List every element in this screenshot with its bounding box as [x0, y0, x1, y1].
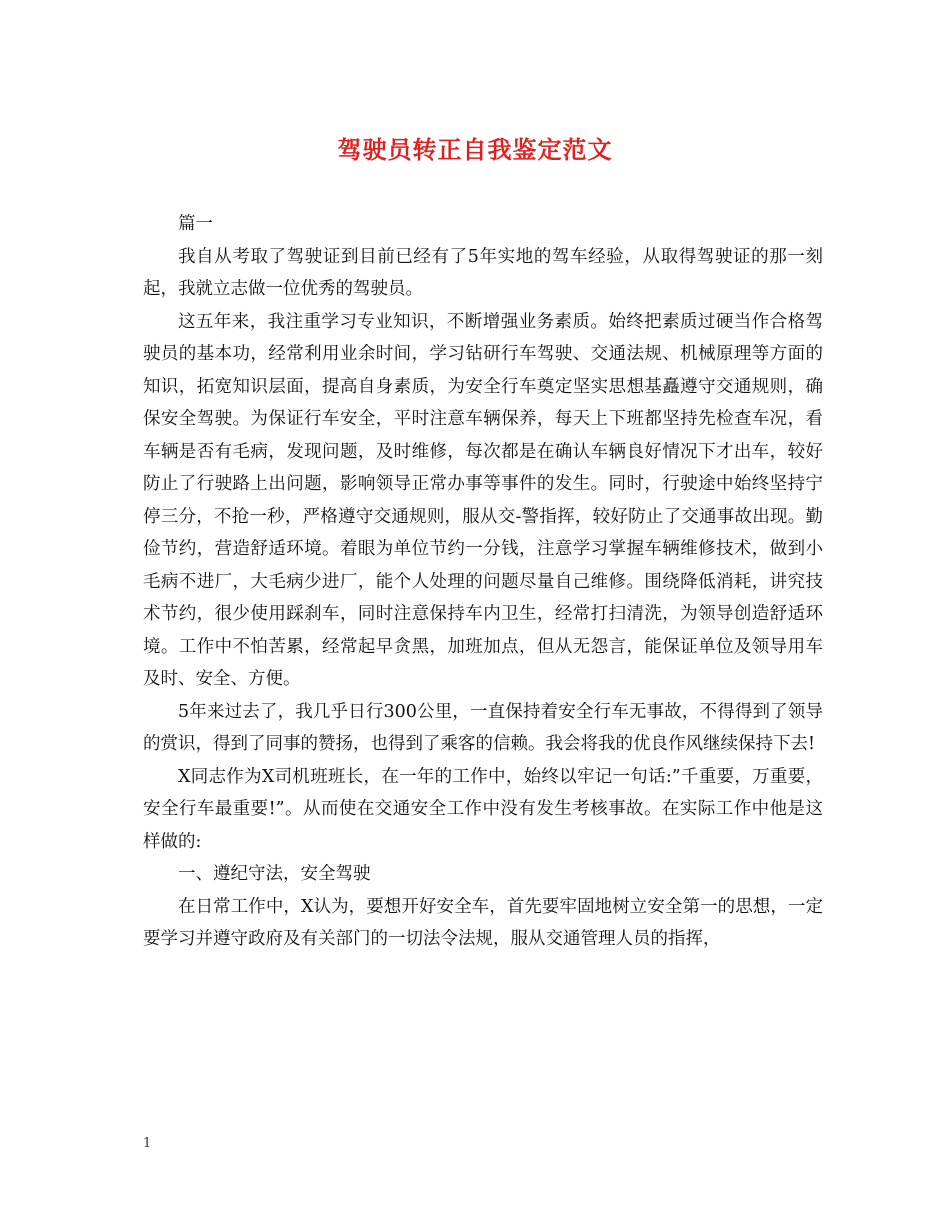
document-body: [143, 208, 823, 956]
section-heading-part-one: 篇一: [178, 214, 213, 234]
subheading-law-abiding: 一、遵纪守法，安全驾驶: [178, 864, 371, 884]
paragraph-1: 我自从考取了驾驶证到目前已经有了5年实地的驾车经验，从取得驾驶证的那一刻起，我就立志做一位优秀的驾驶员。: [143, 246, 823, 299]
paragraph-2: 这五年来，我注重学习专业知识，不断增强业务素质。始终把素质过硬当作合格驾驶员的基本功，经常利用业余时间，学习钻研行车驾驶、交通法规、机械原理等方面的知识，拓宽知识层面，提高自身素质，为安全行车奠定坚实思想基矗遵守交通规则，确保安全驾驶。为保证行车安全，平时注意车辆保养，每天上下班都坚持先检查车况，看车辆是否有毛病，发现问题，及时维修，每次都是在确认车辆良好情况下才出车，较好防止了行驶路上出问题，影响领导正常办事等事件的发生。同时，行驶途中始终坚持宁停三分，不抢一秒，严格遵守交通规则，服从交-警指挥，较好防止了交通事故出现。勤俭节约，营造舒适环境。着眼为单位节约一分钱，注意学习掌握车辆维修技术，做到小毛病不进厂，大毛病少进厂，能个人处理的问题尽量自己维修。围绕降低消耗，讲究技术节约，很少使用踩刹车，同时注意保持车内卫生，经常打扫清洗，为领导创造舒适环境。工作中不怕苦累，经常起早贪黑，加班加点，但从无怨言，能保证单位及领导用车及时、安全、方便。: [143, 311, 823, 689]
paragraph-3: 5年来过去了，我几乎日行300公里，一直保持着安全行车无事故，不得得到了领导的赏识，得到了同事的赞扬，也得到了乘客的信赖。我会将我的优良作风继续保持下去!: [143, 701, 823, 754]
paragraph-6: 在日常工作中，X认为，要想开好安全车，首先要牢固地树立安全第一的思想，一定要学习并遵守政府及有关部门的一切法令法规，服从交通管理人员的指挥，: [143, 896, 823, 949]
document-title: 驾驶员转正自我鉴定范文: [337, 135, 613, 164]
page-number: 1: [143, 1136, 152, 1151]
paragraph-4: X同志作为X司机班班长，在一年的工作中，始终以牢记一句话:”千重要，万重要，安全行车最重要!”。从而使在交通安全工作中没有发生考核事故。在实际工作中他是这样做的:: [143, 766, 823, 852]
